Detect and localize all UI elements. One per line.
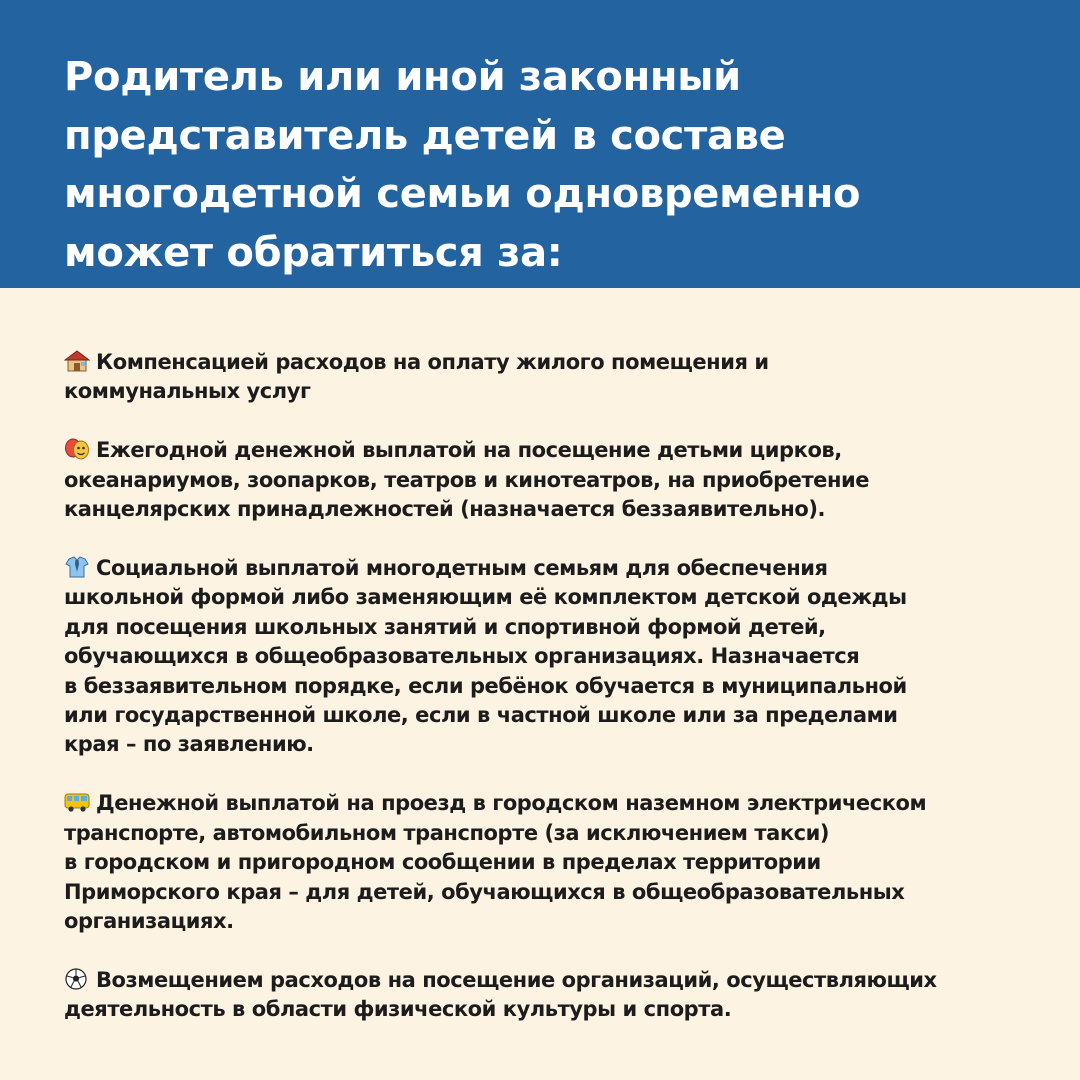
- list-item-text: Денежной выплатой на проезд в городском наземном электрическом транспорте, автомобильном транспорте (за исключением такси) в городском и пригородном сообщении в пределах территории Приморского края – для детей, обучающихся в общеобразовательных организациях.: [64, 791, 927, 933]
- benefits-list: [64, 348, 1054, 1054]
- theater-masks-icon: [64, 438, 90, 460]
- shirt-tie-icon: [64, 556, 90, 578]
- list-item-text: Ежегодной денежной выплатой на посещение детьми цирков, океанариумов, зоопарков, театров и кинотеатров, на приобретение канцелярских принадлежностей (назначается беззаявительно).: [64, 438, 870, 522]
- header-banner: [0, 0, 1080, 288]
- soccer-ball-icon: [64, 968, 90, 990]
- list-item: [64, 789, 1054, 936]
- list-item: [64, 966, 1054, 1025]
- list-item-text: Компенсацией расходов на оплату жилого помещения и коммунальных услуг: [64, 350, 769, 404]
- house-icon: [64, 350, 90, 372]
- list-item: [64, 554, 1054, 760]
- page-title: Родитель или иной законный представитель детей в составе многодетной семьи одновременно может обратиться за:: [64, 54, 861, 276]
- list-item-text: Социальной выплатой многодетным семьям для обеспечения школьной формой либо заменяющим её комплектом детской одежды для посещения школьных занятий и спортивной формой детей, обучающихся в общеобразовательных организациях. Назначается в беззаявительном порядке, если ребёнок обучается в муниципальной или государственной школе, если в частной школе или за пределами края – по заявлению.: [64, 556, 907, 757]
- list-item: [64, 348, 1054, 407]
- list-item-text: Возмещением расходов на посещение организаций, осуществляющих деятельность в области физической культуры и спорта.: [64, 967, 937, 1022]
- bus-icon: [64, 791, 90, 813]
- list-item: [64, 436, 1054, 524]
